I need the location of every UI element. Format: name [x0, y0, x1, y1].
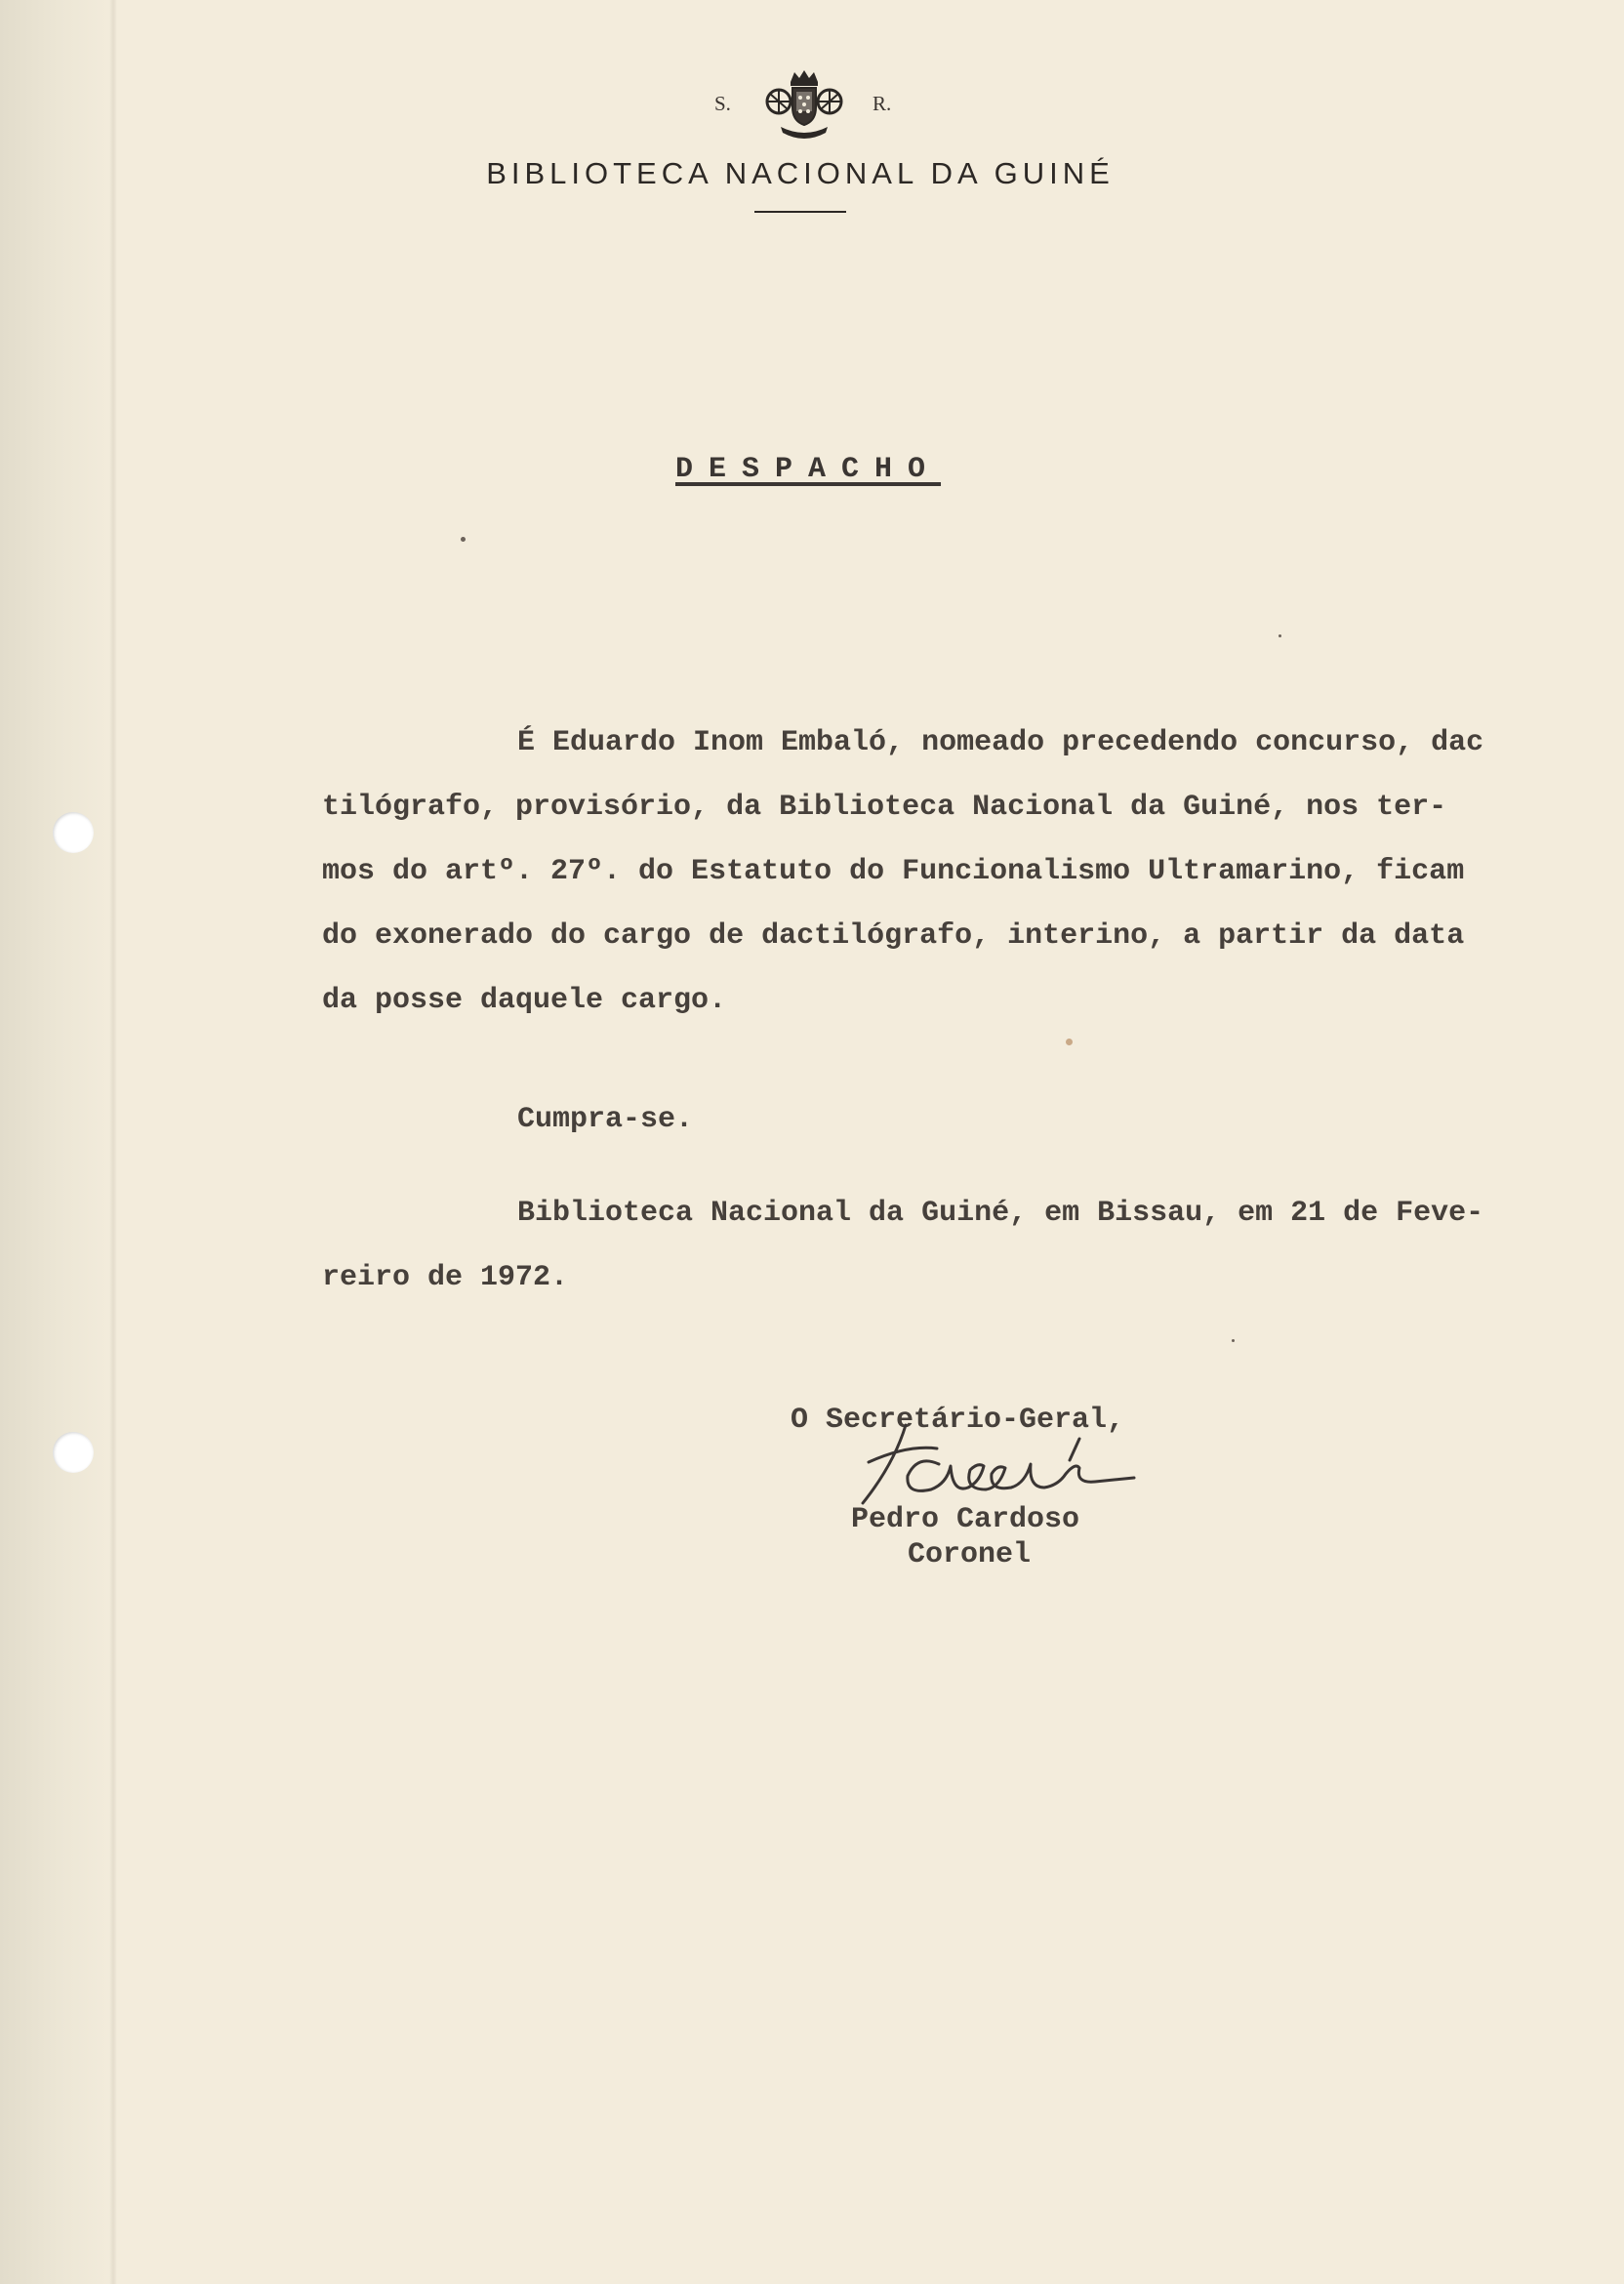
letterhead-left-initial: S. [714, 92, 731, 115]
letterhead-right-initial: R. [873, 92, 892, 115]
body-line-3: mos do artº. 27º. do Estatuto do Funcionalismo Ultramarino, ficam [322, 855, 1465, 888]
document-title: DESPACHO [675, 453, 942, 486]
organization-name: BIBLIOTECA NACIONAL DA GUINÉ [486, 156, 1115, 190]
signatory-role: O Secretário-Geral, [791, 1404, 1125, 1437]
closing-formula: Cumpra-se. [517, 1103, 694, 1136]
signatory-name: Pedro Cardoso [851, 1503, 1080, 1536]
punch-hole-bottom [53, 1432, 94, 1473]
coat-of-arms-icon [757, 68, 851, 143]
signatory-rank: Coronel [908, 1538, 1032, 1571]
body-line-2: tilógrafo, provisório, da Biblioteca Nacional da Guiné, nos ter- [322, 791, 1447, 824]
place-date-line-1: Biblioteca Nacional da Guiné, em Bissau, em 21 de Feve- [517, 1197, 1484, 1230]
handwritten-signature-icon [849, 1406, 1161, 1513]
body-line-1: É Eduardo Inom Embaló, nomeado precedendo concurso, dac [517, 726, 1484, 759]
paper-fold-line [109, 0, 117, 2284]
punch-hole-top [53, 812, 94, 853]
paper-speck [1066, 1039, 1073, 1045]
place-date-line-2: reiro de 1972. [322, 1261, 569, 1294]
body-line-5: da posse daquele cargo. [322, 984, 727, 1017]
body-line-4: do exonerado do cargo de dactilógrafo, interino, a partir da data [322, 919, 1465, 953]
paper-edge-shadow [0, 0, 117, 2284]
paper-speck [1279, 634, 1281, 637]
letterhead-divider [754, 211, 846, 213]
letterhead-mark [703, 68, 908, 143]
paper-speck [1232, 1339, 1235, 1342]
paper-speck [461, 537, 466, 542]
